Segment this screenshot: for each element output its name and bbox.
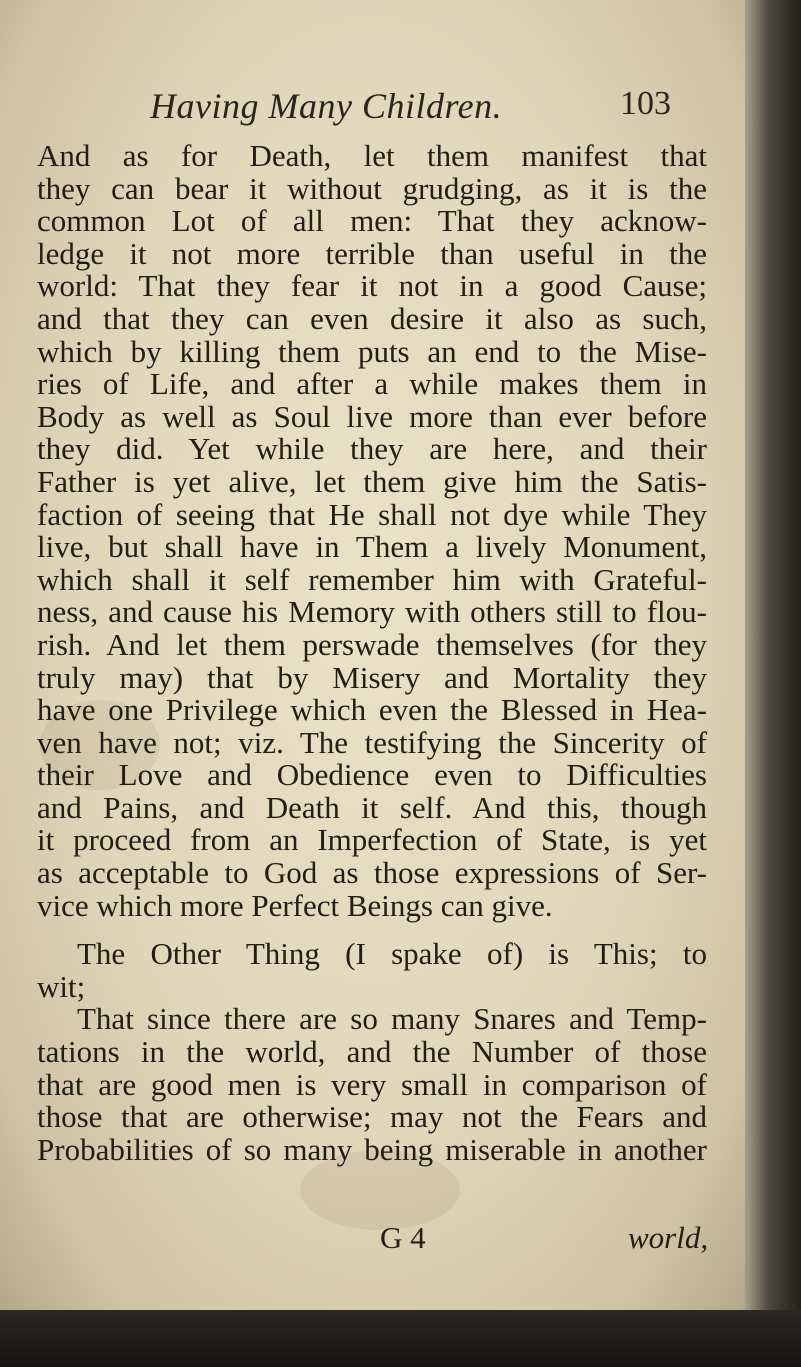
text-line: ledge it not more terrible than useful in the xyxy=(37,235,707,271)
text-line: Body as well as Soul live more than ever before xyxy=(37,398,707,434)
text-line: their Love and Obedience even to Difficulties xyxy=(37,757,707,793)
text-line: wit; xyxy=(37,968,86,1004)
text-line: it proceed from an Imperfection of State, is yet xyxy=(37,822,707,858)
text-line: those that are otherwise; may not the Fears and xyxy=(37,1099,707,1135)
text-line: Probabilities of so many being miserable in another xyxy=(37,1131,707,1167)
text-line: And as for Death, let them manifest that xyxy=(37,138,707,173)
text-line: tations in the world, and the Number of those xyxy=(37,1034,707,1070)
text-line: which shall it self remember him with Grateful- xyxy=(37,561,707,597)
text-line: faction of seeing that He shall not dye while They xyxy=(37,496,707,532)
text-line: and that they can even desire it also as such, xyxy=(37,300,707,336)
text-line: and Pains, and Death it self. And this, though xyxy=(37,789,707,825)
text-line: ries of Life, and after a while makes them in xyxy=(37,366,707,402)
text-line: The Other Thing (I spake of) is This; to xyxy=(77,936,707,972)
page-shadow xyxy=(0,1310,801,1367)
text-line: vice which more Perfect Beings can give. xyxy=(37,887,553,923)
page-header xyxy=(0,85,745,135)
text-line: Father is yet alive, let them give him the Satis- xyxy=(37,463,707,499)
text-line: That since there are so many Snares and Temp- xyxy=(77,1001,707,1037)
text-line: they can bear it without grudging, as it is the xyxy=(37,170,707,206)
text-line: common Lot of all men: That they acknow- xyxy=(37,203,707,239)
text-line: truly may) that by Misery and Mortality they xyxy=(37,659,707,695)
text-line: they did. Yet while they are here, and their xyxy=(37,431,707,467)
page-number: 103 xyxy=(620,85,671,122)
text-line: ven have not; viz. The testifying the Sincerity of xyxy=(37,724,707,760)
text-line: which by killing them puts an end to the Mise- xyxy=(37,333,707,369)
text-line: rish. And let them perswade themselves (for they xyxy=(37,626,707,662)
catchword: world, xyxy=(628,1220,709,1255)
text-line: that are good men is very small in comparison of xyxy=(37,1066,707,1102)
text-line: have one Privilege which even the Blessed in Hea- xyxy=(37,692,707,728)
signature-mark: G 4 xyxy=(380,1220,426,1255)
page-footer xyxy=(0,1220,745,1256)
body-text xyxy=(37,140,707,1166)
text-line: as acceptable to God as those expressions of Ser- xyxy=(37,855,707,891)
text-line: ness, and cause his Memory with others still to flou- xyxy=(37,594,707,630)
text-line: live, but shall have in Them a lively Monument, xyxy=(37,529,707,565)
running-head: Having Many Children. xyxy=(150,86,503,126)
text-line: world: That they fear it not in a good Cause; xyxy=(37,268,707,304)
